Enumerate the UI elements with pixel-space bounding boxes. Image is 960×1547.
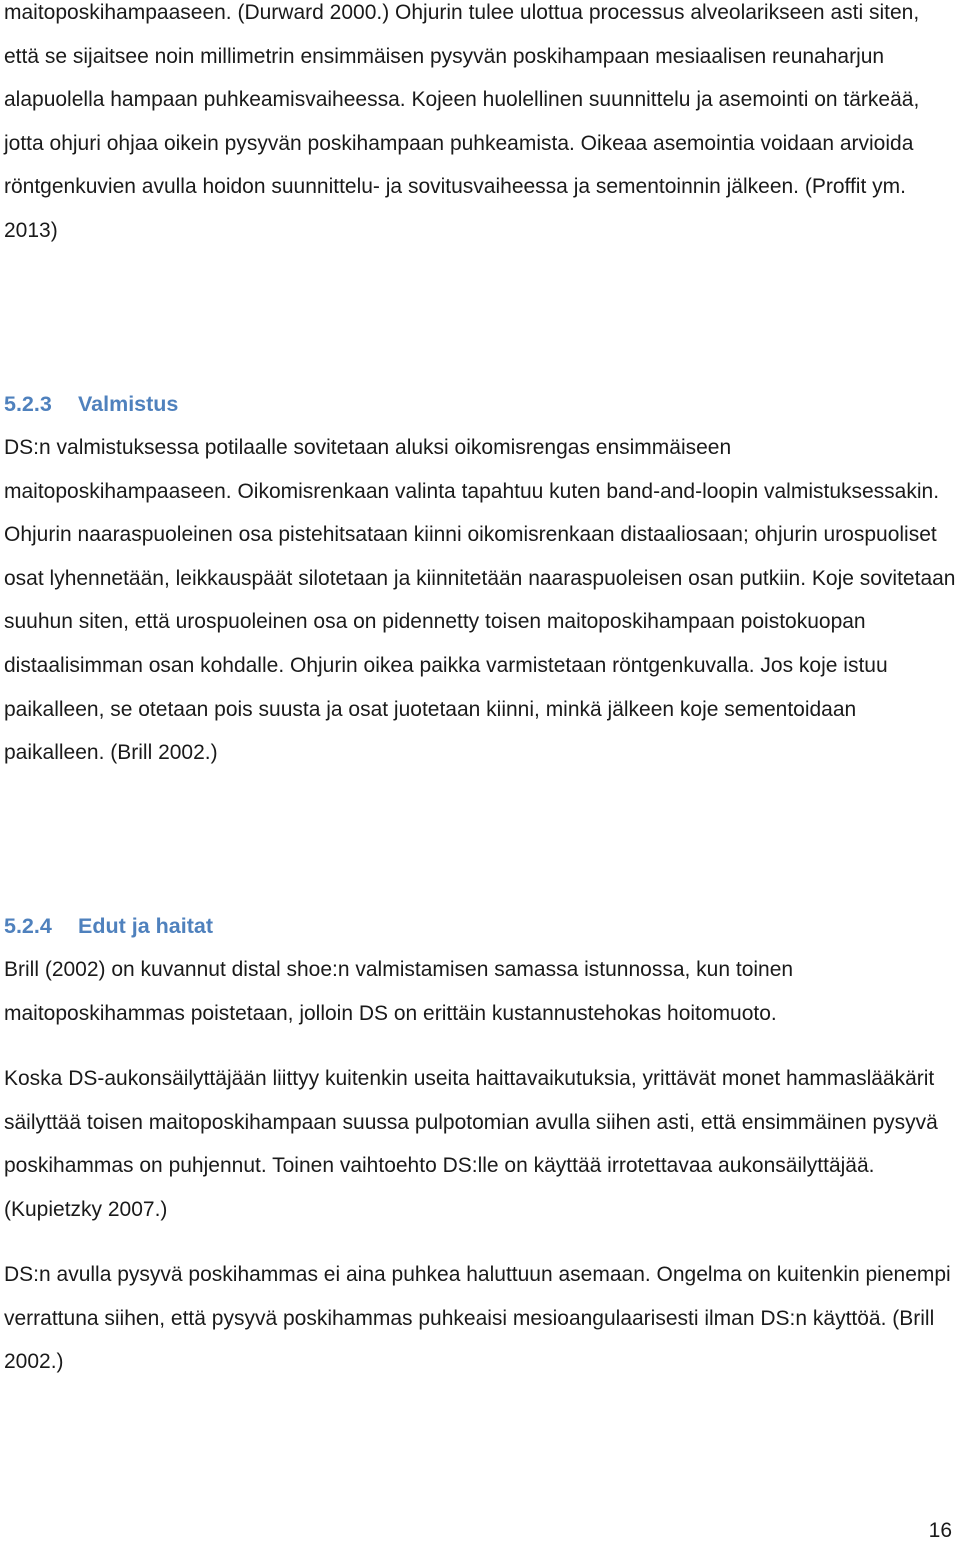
section-number: 5.2.4 — [4, 914, 52, 938]
paragraph-advantages: Brill (2002) on kuvannut distal shoe:n valmistamisen samassa istunnossa, kun toinen maitoposkihammas poistetaan, jolloin DS on erittäin kustannustehokas hoitomuoto. — [4, 958, 794, 1025]
page-number: 16 — [928, 1519, 952, 1542]
section-heading-edut-ja-haitat — [4, 905, 213, 949]
section-title: Valmistus — [78, 392, 179, 416]
paragraph-disadvantages: Koska DS-aukonsäilyttäjään liittyy kuitenkin useita haittavaikutuksia, yrittävät monet hammaslääkärit säilyttää toisen maitoposkihampaan suussa pulpotomian avulla siihen asti, että ensimmäinen pysyvä poskihammas on puhjennut. Toinen vaihtoehto DS:lle on käyttää irrotettavaa aukonsäilyttäjää. (Kupietzky 2007.) — [4, 1067, 938, 1221]
section-title: Edut ja haitat — [78, 914, 213, 938]
section-heading-valmistus — [4, 383, 178, 427]
section-number: 5.2.3 — [4, 392, 52, 416]
paragraph-positioning: maitoposkihampaaseen. (Durward 2000.) Ohjurin tulee ulottua processus alveolarikseen asti siten, että se sijaitsee noin millimetrin ensimmäisen pysyvän poskihampaan mesiaalisen reunaharjun alapuolella hampaan puhkeamisvaiheessa. Kojeen huolellinen suunnittelu ja asemointi on tärkeää, jotta ohjuri ohjaa oikein pysyvän poskihampaan puhkeamista. Oikeaa asemointia voidaan arvioida röntgenkuvien avulla hoidon suunnittelu- ja sovitusvaiheessa ja sementoinnin jälkeen. (Proffit ym. 2013) — [4, 1, 920, 242]
paragraph-outcome: DS:n avulla pysyvä poskihammas ei aina puhkea haluttuun asemaan. Ongelma on kuitenkin pienempi verrattuna siihen, että pysyvä poskihammas puhkeaisi mesioangulaarisesti ilman DS:n käyttöä. (Brill 2002.) — [4, 1263, 951, 1374]
paragraph-manufacturing: DS:n valmistuksessa potilaalle sovitetaan aluksi oikomisrengas ensimmäiseen maitoposkihampaaseen. Oikomisrenkaan valinta tapahtuu kuten band-and-loopin valmistuksessakin. Ohjurin naaraspuoleinen osa pistehitsataan kiinni oikomisrenkaan distaaliosaan; ohjurin urospuoliset osat lyhennetään, leikkauspäät silotetaan ja kiinnitetään naaraspuoleisen osan putkiin. Koje sovitetaan suuhun siten, että urospuoleinen osa on pidennetty toisen maitoposkihampaan poistokuopan distaalisimman osan kohdalle. Ohjurin oikea paikka varmistetaan röntgenkuvalla. Jos koje istuu paikalleen, se otetaan pois suusta ja osat juotetaan kiinni, minkä jälkeen koje sementoidaan paikalleen. (Brill 2002.) — [4, 436, 956, 765]
